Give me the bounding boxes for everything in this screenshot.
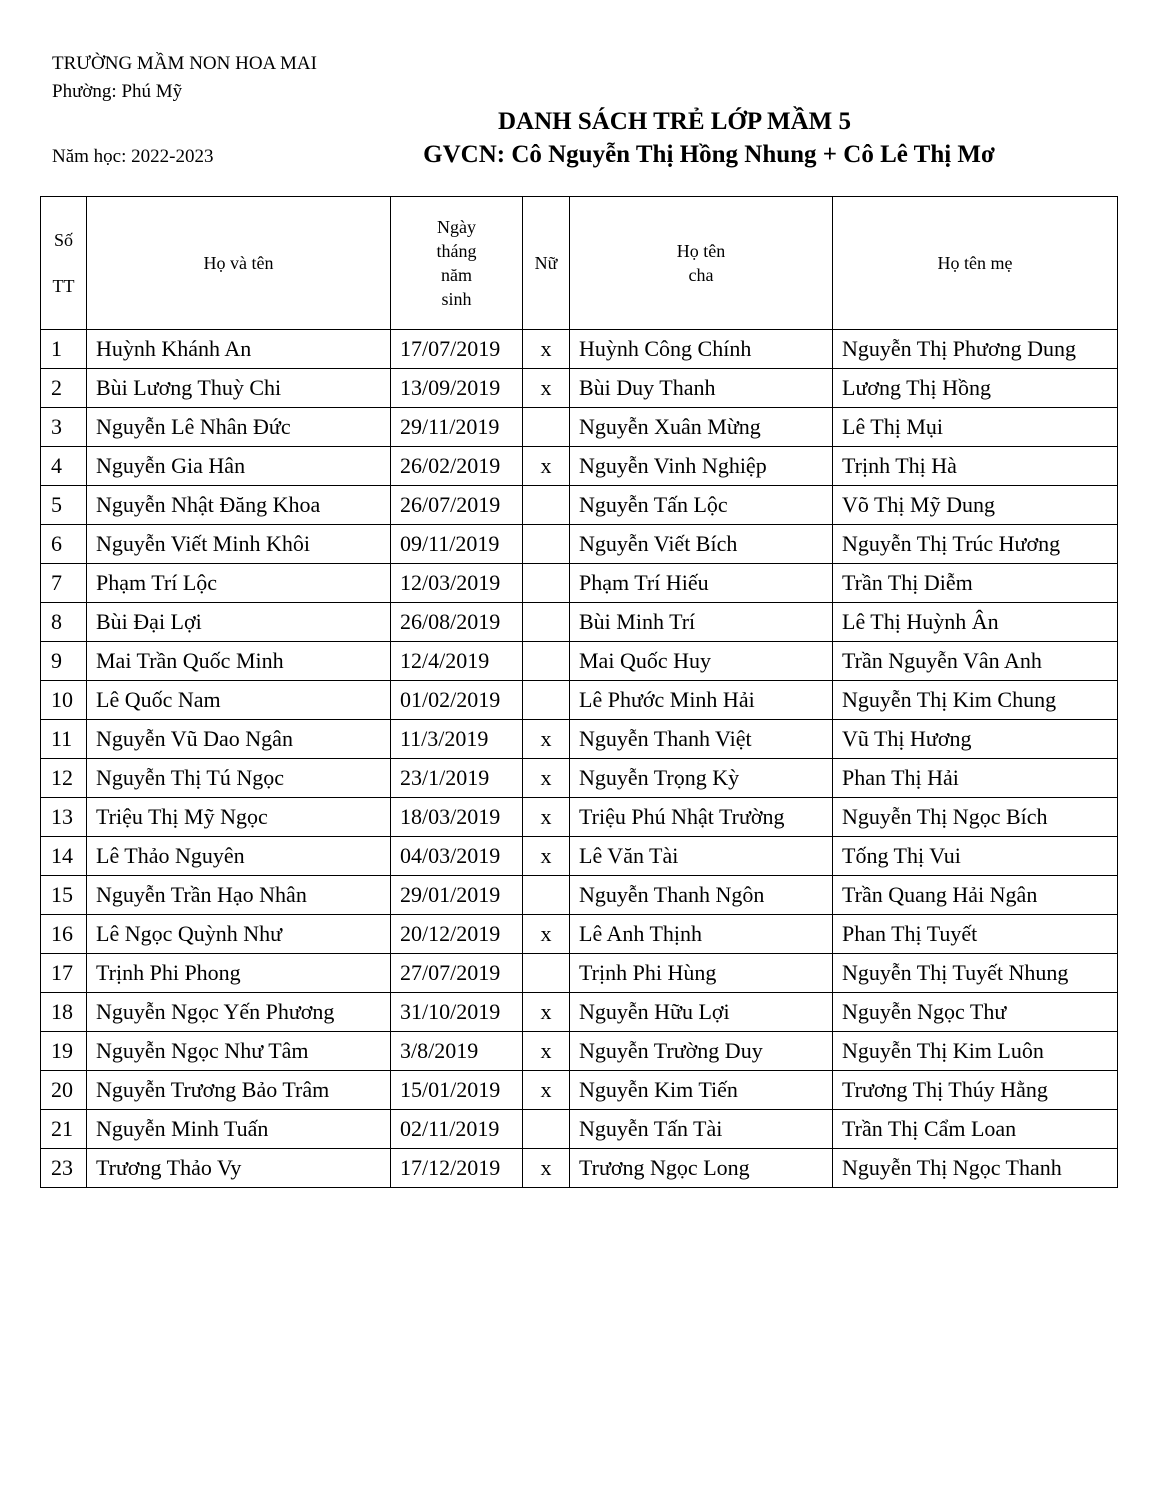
cell-mother: Nguyễn Ngọc Thư <box>833 993 1118 1032</box>
cell-mother: Lê Thị Huỳnh Ân <box>833 603 1118 642</box>
table-row <box>41 642 1118 681</box>
table-row <box>41 915 1118 954</box>
cell-name: Nguyễn Ngọc Yến Phương <box>87 993 391 1032</box>
table-row <box>41 564 1118 603</box>
table-row <box>41 681 1118 720</box>
cell-name: Nguyễn Trương Bảo Trâm <box>87 1071 391 1110</box>
cell-female: x <box>523 993 570 1032</box>
cell-father: Lê Phước Minh Hải <box>570 681 833 720</box>
cell-dob: 01/02/2019 <box>391 681 523 720</box>
cell-stt: 16 <box>41 915 87 954</box>
cell-female: x <box>523 837 570 876</box>
table-row <box>41 798 1118 837</box>
cell-dob: 29/01/2019 <box>391 876 523 915</box>
cell-female <box>523 876 570 915</box>
cell-name: Nguyễn Gia Hân <box>87 447 391 486</box>
cell-father: Nguyễn Trọng Kỳ <box>570 759 833 798</box>
cell-father: Phạm Trí Hiếu <box>570 564 833 603</box>
cell-name: Nguyễn Trần Hạo Nhân <box>87 876 391 915</box>
cell-mother: Nguyễn Thị Kim Chung <box>833 681 1118 720</box>
cell-stt: 15 <box>41 876 87 915</box>
cell-name: Nguyễn Nhật Đăng Khoa <box>87 486 391 525</box>
cell-stt: 11 <box>41 720 87 759</box>
cell-stt: 6 <box>41 525 87 564</box>
cell-mother: Vũ Thị Hương <box>833 720 1118 759</box>
cell-name: Bùi Lương Thuỳ Chi <box>87 369 391 408</box>
cell-name: Bùi Đại Lợi <box>87 603 391 642</box>
table-row <box>41 603 1118 642</box>
header-dob-line4: sinh <box>441 289 472 309</box>
cell-father: Huỳnh Công Chính <box>570 330 833 369</box>
header-father-line1: Họ tên <box>676 241 726 261</box>
table-row <box>41 759 1118 798</box>
header-mother: Họ tên mẹ <box>833 197 1118 330</box>
cell-stt: 20 <box>41 1071 87 1110</box>
cell-dob: 18/03/2019 <box>391 798 523 837</box>
page-title: DANH SÁCH TRẺ LỚP MẦM 5 <box>497 108 852 135</box>
cell-name: Mai Trần Quốc Minh <box>87 642 391 681</box>
cell-mother: Lê Thị Mụi <box>833 408 1118 447</box>
cell-father: Nguyễn Kim Tiến <box>570 1071 833 1110</box>
cell-dob: 29/11/2019 <box>391 408 523 447</box>
cell-father: Nguyễn Thanh Việt <box>570 720 833 759</box>
header-dob-line1: Ngày <box>437 217 476 237</box>
table-row <box>41 954 1118 993</box>
table-header-row <box>41 197 1118 330</box>
header-dob-line3: năm <box>441 265 472 285</box>
cell-female <box>523 564 570 603</box>
cell-female <box>523 681 570 720</box>
cell-female: x <box>523 330 570 369</box>
cell-name: Lê Thảo Nguyên <box>87 837 391 876</box>
cell-name: Nguyễn Minh Tuấn <box>87 1110 391 1149</box>
cell-mother: Trịnh Thị Hà <box>833 447 1118 486</box>
cell-mother: Nguyễn Thị Trúc Hương <box>833 525 1118 564</box>
cell-stt: 18 <box>41 993 87 1032</box>
cell-mother: Phan Thị Hải <box>833 759 1118 798</box>
cell-name: Phạm Trí Lộc <box>87 564 391 603</box>
cell-father: Bùi Duy Thanh <box>570 369 833 408</box>
cell-mother: Lương Thị Hồng <box>833 369 1118 408</box>
cell-dob: 31/10/2019 <box>391 993 523 1032</box>
cell-name: Nguyễn Thị Tú Ngọc <box>87 759 391 798</box>
cell-stt: 19 <box>41 1032 87 1071</box>
cell-mother: Trần Nguyễn Vân Anh <box>833 642 1118 681</box>
cell-female: x <box>523 720 570 759</box>
ward-name: Phường: Phú Mỹ <box>52 81 183 102</box>
cell-stt: 8 <box>41 603 87 642</box>
table-row <box>41 876 1118 915</box>
cell-female: x <box>523 1149 570 1188</box>
cell-stt: 21 <box>41 1110 87 1149</box>
header-father-line2: cha <box>688 265 714 285</box>
cell-female <box>523 954 570 993</box>
cell-mother: Nguyễn Thị Ngọc Bích <box>833 798 1118 837</box>
cell-dob: 17/12/2019 <box>391 1149 523 1188</box>
cell-mother: Phan Thị Tuyết <box>833 915 1118 954</box>
cell-stt: 9 <box>41 642 87 681</box>
cell-father: Lê Văn Tài <box>570 837 833 876</box>
cell-female: x <box>523 798 570 837</box>
cell-female: x <box>523 915 570 954</box>
table-row <box>41 1110 1118 1149</box>
header-dob <box>391 197 523 330</box>
table-row <box>41 993 1118 1032</box>
cell-dob: 02/11/2019 <box>391 1110 523 1149</box>
cell-mother: Trương Thị Thúy Hằng <box>833 1071 1118 1110</box>
table-row <box>41 837 1118 876</box>
cell-female <box>523 525 570 564</box>
cell-dob: 12/4/2019 <box>391 642 523 681</box>
header-stt-line1: Số <box>53 230 73 250</box>
cell-father: Lê Anh Thịnh <box>570 915 833 954</box>
header-stt <box>41 197 87 330</box>
table-row <box>41 330 1118 369</box>
cell-father: Bùi Minh Trí <box>570 603 833 642</box>
table-row <box>41 720 1118 759</box>
cell-stt: 7 <box>41 564 87 603</box>
cell-mother: Nguyễn Thị Kim Luôn <box>833 1032 1118 1071</box>
cell-dob: 12/03/2019 <box>391 564 523 603</box>
cell-dob: 13/09/2019 <box>391 369 523 408</box>
cell-father: Nguyễn Trường Duy <box>570 1032 833 1071</box>
cell-father: Nguyễn Vinh Nghiệp <box>570 447 833 486</box>
cell-stt: 10 <box>41 681 87 720</box>
cell-father: Trịnh Phi Hùng <box>570 954 833 993</box>
cell-name: Nguyễn Lê Nhân Đức <box>87 408 391 447</box>
cell-stt: 23 <box>41 1149 87 1188</box>
table-row <box>41 1032 1118 1071</box>
table-row <box>41 447 1118 486</box>
cell-father: Nguyễn Thanh Ngôn <box>570 876 833 915</box>
cell-dob: 11/3/2019 <box>391 720 523 759</box>
cell-dob: 17/07/2019 <box>391 330 523 369</box>
cell-father: Nguyễn Xuân Mừng <box>570 408 833 447</box>
header-name: Họ và tên <box>87 197 391 330</box>
cell-stt: 12 <box>41 759 87 798</box>
cell-father: Nguyễn Hữu Lợi <box>570 993 833 1032</box>
cell-father: Nguyễn Viết Bích <box>570 525 833 564</box>
table-row <box>41 369 1118 408</box>
cell-father: Trương Ngọc Long <box>570 1149 833 1188</box>
table-row <box>41 1149 1118 1188</box>
cell-mother: Võ Thị Mỹ Dung <box>833 486 1118 525</box>
cell-stt: 14 <box>41 837 87 876</box>
cell-mother: Nguyễn Thị Tuyết Nhung <box>833 954 1118 993</box>
cell-name: Trương Thảo Vy <box>87 1149 391 1188</box>
cell-mother: Trần Quang Hải Ngân <box>833 876 1118 915</box>
cell-name: Lê Ngọc Quỳnh Như <box>87 915 391 954</box>
teachers-line: GVCN: Cô Nguyễn Thị Hồng Nhung + Cô Lê Thị Mơ <box>423 141 995 168</box>
header-dob-line2: tháng <box>436 241 477 261</box>
cell-name: Nguyễn Ngọc Như Tâm <box>87 1032 391 1071</box>
cell-stt: 17 <box>41 954 87 993</box>
cell-female <box>523 642 570 681</box>
cell-father: Mai Quốc Huy <box>570 642 833 681</box>
cell-mother: Trần Thị Diễm <box>833 564 1118 603</box>
cell-name: Trịnh Phi Phong <box>87 954 391 993</box>
cell-dob: 3/8/2019 <box>391 1032 523 1071</box>
cell-female: x <box>523 447 570 486</box>
cell-female <box>523 1110 570 1149</box>
cell-father: Nguyễn Tấn Tài <box>570 1110 833 1149</box>
cell-name: Nguyễn Vũ Dao Ngân <box>87 720 391 759</box>
class-list-table <box>40 196 1118 1188</box>
cell-dob: 26/08/2019 <box>391 603 523 642</box>
table-row <box>41 408 1118 447</box>
school-name: TRƯỜNG MẦM NON HOA MAI <box>52 53 317 74</box>
cell-stt: 13 <box>41 798 87 837</box>
school-year: Năm học: 2022-2023 <box>52 146 214 167</box>
table-row <box>41 1071 1118 1110</box>
cell-stt: 3 <box>41 408 87 447</box>
table-row <box>41 486 1118 525</box>
cell-dob: 27/07/2019 <box>391 954 523 993</box>
cell-female <box>523 603 570 642</box>
cell-name: Lê Quốc Nam <box>87 681 391 720</box>
table-row <box>41 525 1118 564</box>
header-female: Nữ <box>523 197 570 330</box>
cell-female: x <box>523 1032 570 1071</box>
cell-female <box>523 486 570 525</box>
cell-dob: 20/12/2019 <box>391 915 523 954</box>
cell-dob: 26/02/2019 <box>391 447 523 486</box>
cell-dob: 09/11/2019 <box>391 525 523 564</box>
cell-stt: 2 <box>41 369 87 408</box>
cell-female <box>523 408 570 447</box>
cell-dob: 15/01/2019 <box>391 1071 523 1110</box>
header-stt-line2: TT <box>52 276 75 296</box>
cell-female: x <box>523 369 570 408</box>
cell-mother: Trần Thị Cẩm Loan <box>833 1110 1118 1149</box>
cell-name: Nguyễn Viết Minh Khôi <box>87 525 391 564</box>
cell-father: Triệu Phú Nhật Trường <box>570 798 833 837</box>
cell-name: Huỳnh Khánh An <box>87 330 391 369</box>
cell-mother: Nguyễn Thị Ngọc Thanh <box>833 1149 1118 1188</box>
cell-dob: 04/03/2019 <box>391 837 523 876</box>
cell-stt: 4 <box>41 447 87 486</box>
cell-mother: Tống Thị Vui <box>833 837 1118 876</box>
cell-female: x <box>523 759 570 798</box>
cell-stt: 1 <box>41 330 87 369</box>
cell-dob: 26/07/2019 <box>391 486 523 525</box>
cell-dob: 23/1/2019 <box>391 759 523 798</box>
cell-mother: Nguyễn Thị Phương Dung <box>833 330 1118 369</box>
cell-stt: 5 <box>41 486 87 525</box>
header-father <box>570 197 833 330</box>
cell-female: x <box>523 1071 570 1110</box>
cell-father: Nguyễn Tấn Lộc <box>570 486 833 525</box>
cell-name: Triệu Thị Mỹ Ngọc <box>87 798 391 837</box>
